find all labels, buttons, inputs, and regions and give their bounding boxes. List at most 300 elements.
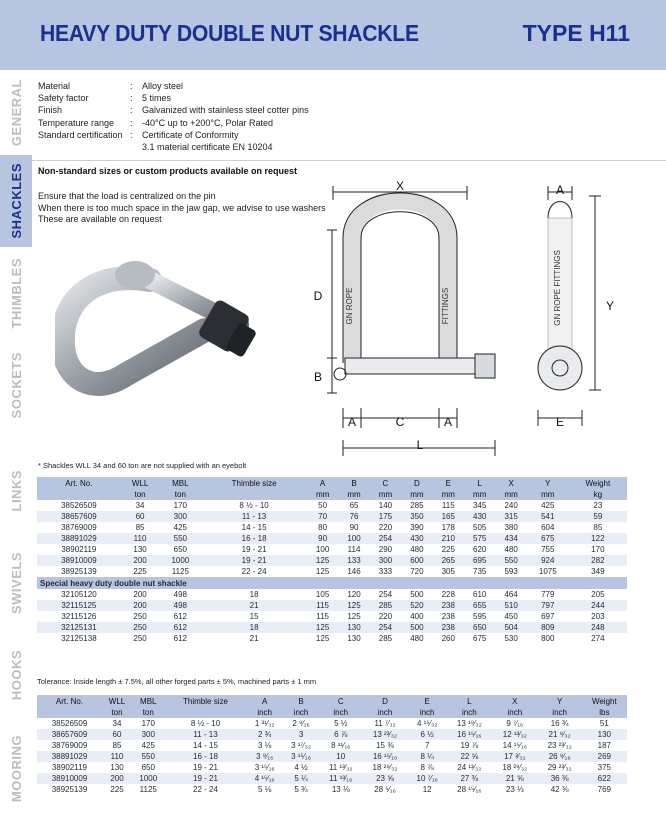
- table-cell: 600: [401, 555, 432, 566]
- table-cell: 797: [527, 600, 569, 611]
- table-cell: 85: [112, 741, 122, 750]
- note-line: When there is too much space in the jaw gap, we advise to use washers: [38, 202, 326, 213]
- table-cell: 8 ¼: [408, 751, 447, 762]
- table-cell: 19 ⅞: [460, 741, 479, 750]
- table-cell: 200: [121, 555, 160, 566]
- table-cell: 260: [441, 634, 455, 643]
- table-cell: 120: [347, 590, 361, 599]
- table-cell: 550: [159, 533, 201, 544]
- table-cell: 203: [591, 612, 605, 621]
- spec-row: Safety factor : 5 times: [38, 93, 172, 104]
- table-row: [37, 600, 627, 611]
- table-cell: 380: [504, 523, 518, 532]
- table-cell: 170: [141, 719, 155, 728]
- table-cell: 6 ½: [408, 729, 447, 740]
- table-cell: WLL: [102, 695, 132, 707]
- table-cell: ton: [121, 489, 160, 500]
- sidebar-tab-thimbles[interactable]: THIMBLES: [8, 257, 24, 329]
- table-cell: lbs: [582, 707, 627, 718]
- table-cell: 8 ½ - 10: [239, 501, 269, 510]
- table-cell: 225: [133, 567, 147, 576]
- table-cell: 15: [249, 612, 259, 621]
- table-cell: 110: [121, 533, 160, 544]
- table-cell: mm: [495, 489, 526, 500]
- table-cell: 697: [541, 612, 555, 621]
- table-cell: 425: [541, 501, 555, 510]
- dim-c-label: C: [395, 415, 405, 429]
- table-cell: D: [401, 477, 432, 489]
- table-cell: 23 ⅝: [362, 773, 408, 784]
- table-cell: 165: [433, 511, 464, 522]
- table-cell: 130: [582, 729, 627, 740]
- table-cell: 480: [504, 545, 518, 554]
- table-cell: 19 - 21: [241, 545, 267, 554]
- table-cell: 6 ⅞: [319, 729, 362, 740]
- table-cell: 595: [473, 612, 487, 621]
- table-cell: WLL: [121, 477, 160, 489]
- stamp-text: GN ROPE FITTINGS: [553, 250, 562, 326]
- table-cell: 38902119: [61, 545, 97, 554]
- table-cell: 498: [159, 600, 201, 611]
- table-cell: 125: [315, 567, 330, 576]
- table-cell: 205: [591, 590, 605, 599]
- table-cell: 21: [201, 600, 307, 611]
- table-cell: 60: [121, 511, 160, 522]
- table-cell: 480: [410, 634, 424, 643]
- table-cell: 21: [249, 634, 259, 643]
- table-cell: 51: [599, 719, 609, 728]
- table-row: [37, 555, 627, 566]
- section-title: Special heavy duty double nut shackle: [37, 577, 627, 589]
- table-cell: inch: [319, 707, 362, 718]
- product-type: TYPE H11: [522, 20, 630, 46]
- dim-a3-label: A: [555, 183, 565, 197]
- table-cell: 18: [249, 590, 259, 599]
- table-cell: 530: [504, 634, 518, 643]
- table-cell: 140: [378, 501, 393, 510]
- table-cell: 13 ²³⁄₃₂: [362, 729, 408, 740]
- table-cell: 187: [597, 741, 612, 750]
- dim-y-label: Y: [605, 299, 615, 313]
- table-cell: 133: [338, 555, 369, 566]
- table-cell: 70: [307, 511, 338, 522]
- table-cell: 5 ⅛: [257, 785, 272, 794]
- table-cell: 220: [378, 612, 393, 621]
- table-units: [37, 707, 627, 718]
- table-row: [37, 500, 627, 511]
- table-cell: 593: [504, 567, 518, 576]
- table-cell: 769: [597, 785, 612, 794]
- table-cell: 809: [527, 622, 569, 633]
- table-cell: 620: [473, 545, 487, 554]
- table-cell: 24 ¹³⁄₃₂: [457, 763, 482, 772]
- table-cell: 90: [307, 533, 338, 544]
- table-header: [37, 477, 627, 489]
- sidebar-tab-sockets[interactable]: SOCKETS: [8, 351, 24, 419]
- table-cell: 19 - 21: [165, 773, 247, 784]
- table-cell: 5 ½: [334, 719, 348, 728]
- table-cell: mm: [464, 489, 495, 500]
- table-cell: C: [370, 477, 401, 489]
- table-cell: Thimble size: [201, 477, 307, 489]
- table-cell: 504: [495, 622, 526, 633]
- table-cell: 130: [133, 545, 147, 554]
- table-cell: 333: [378, 567, 393, 576]
- table-cell: 36 ⅜: [538, 773, 582, 784]
- table-cell: 19 - 21: [201, 555, 307, 566]
- table-row: [37, 589, 627, 600]
- table-cell: 238: [433, 622, 464, 633]
- table-cell: 11 ¹³⁄₁₆: [319, 773, 362, 784]
- table-cell: 38925139: [61, 567, 97, 576]
- table-cell: 16 - 18: [165, 751, 247, 762]
- table-cell: 100: [338, 533, 369, 544]
- table-cell: 11 - 13: [165, 729, 247, 740]
- table-cell: 225: [441, 545, 455, 554]
- table-cell: 510: [495, 600, 526, 611]
- table-cell: 400: [410, 612, 424, 621]
- table-cell: 4 ½: [294, 763, 308, 772]
- table-cell: 1125: [171, 567, 189, 576]
- table-cell: Y: [527, 477, 569, 489]
- table-cell: 8 ⅞: [420, 763, 434, 772]
- table-cell: 146: [347, 567, 361, 576]
- stamp-text: FITTINGS: [441, 287, 450, 325]
- table-cell: 735: [473, 567, 487, 576]
- table-cell: B: [283, 695, 319, 707]
- table-cell: 269: [582, 751, 627, 762]
- table-cell: 80: [318, 523, 328, 532]
- table-cell: 425: [173, 523, 188, 532]
- table-cell: 21 ⁹⁄₃₂: [538, 729, 582, 740]
- table-cell: inch: [362, 707, 408, 718]
- table-cell: Y: [538, 695, 582, 707]
- table-cell: 500: [410, 590, 424, 599]
- sidebar-tab-general[interactable]: GENERAL: [8, 78, 24, 147]
- table-cell: 38769009: [61, 523, 97, 532]
- table-cell: 7: [424, 741, 430, 750]
- table-cell: 282: [569, 555, 627, 566]
- table-cell: A: [246, 695, 282, 707]
- table-cell: 238: [441, 612, 455, 621]
- table-cell: 225: [110, 785, 124, 794]
- table-cell: mm: [401, 489, 432, 500]
- table-cell: 550: [495, 555, 526, 566]
- table-section: [37, 577, 627, 589]
- table-cell: 110: [102, 751, 132, 762]
- table-cell: 115: [316, 612, 329, 621]
- table-cell: 675: [473, 634, 487, 643]
- table-cell: L: [447, 695, 493, 707]
- table-cell: 85: [593, 523, 603, 532]
- table-cell: 38657609: [37, 511, 121, 522]
- table-cell: D: [362, 695, 408, 707]
- table-cell: 178: [441, 523, 455, 532]
- table-cell: 464: [504, 590, 518, 599]
- technical-drawing: [300, 178, 640, 458]
- dim-b-label: B: [313, 370, 323, 384]
- table-cell: 200: [133, 590, 147, 599]
- table-cell: 59: [569, 511, 627, 522]
- table-cell: 520: [401, 600, 432, 611]
- table-cell: 430: [401, 533, 432, 544]
- table-cell: mm: [307, 489, 338, 500]
- table-cell: 250: [133, 634, 147, 643]
- table-cell: 210: [433, 533, 464, 544]
- table-cell: 3 ⁹⁄₁₆: [246, 751, 282, 762]
- specification-list: [38, 80, 309, 153]
- table-cell: 612: [173, 634, 188, 643]
- table-cell: 38910009: [37, 773, 102, 784]
- table-cell: 23 ²³⁄₃₂: [547, 741, 572, 750]
- table-cell: 42 ⅜: [550, 785, 569, 794]
- table-cell: mm: [370, 489, 401, 500]
- table-cell: 19 - 21: [193, 763, 218, 772]
- table-cell: 604: [541, 523, 555, 532]
- table-cell: 50: [318, 501, 328, 510]
- table-cell: ton: [102, 707, 132, 718]
- table-cell: 28 ⁵⁄₁₆: [374, 785, 396, 794]
- table-cell: 375: [597, 763, 612, 772]
- table-cell: 425: [141, 741, 155, 750]
- table-cell: kg: [569, 489, 627, 500]
- table-cell: X: [492, 695, 538, 707]
- table-cell: 5 ¾: [294, 785, 308, 794]
- table-cell: 175: [370, 511, 401, 522]
- table-cell: mm: [527, 489, 569, 500]
- table-header: [37, 695, 627, 707]
- shackle-photo: [55, 245, 280, 405]
- table-cell: 2 ¾: [246, 729, 282, 740]
- table-cell: 9 ⁷⁄₁₆: [506, 719, 524, 728]
- table-cell: 5 ¼: [283, 773, 319, 784]
- table-cell: 114: [347, 545, 361, 554]
- footnote: * Shackles WLL 34 and 60 ton are not supplied with an eyebolt: [38, 461, 247, 470]
- table-cell: 13 ¹⁹⁄₃₂: [456, 719, 482, 728]
- table-cell: 38526509: [51, 719, 88, 728]
- dim-e-label: E: [555, 415, 565, 429]
- note-line: These are available on request: [38, 214, 162, 224]
- table-cell: 130: [110, 763, 124, 772]
- table-cell: 26 ⁹⁄₁₆: [538, 751, 582, 762]
- table-row: [37, 533, 627, 544]
- table-cell: 720: [410, 567, 424, 576]
- table-cell: 11 ⁷⁄₃₂: [374, 719, 396, 728]
- table-cell: 90: [349, 523, 359, 532]
- table-cell: 655: [464, 600, 495, 611]
- table-cell: 16 ¹⁵⁄₁₆: [447, 729, 493, 740]
- table-row: [37, 762, 627, 773]
- stamp-text: GN ROPE: [345, 287, 354, 325]
- table-cell: 240: [504, 501, 518, 510]
- table-cell: 1000: [159, 555, 201, 566]
- spec-row: Standard certification : Certificate of Conformity: [38, 129, 239, 140]
- table-cell: 32115125: [37, 600, 121, 611]
- table-cell: 125: [315, 634, 330, 643]
- table-cell: 3 ¹⁵⁄₁₆: [254, 763, 275, 772]
- table-cell: 350: [401, 511, 432, 522]
- table-row: [37, 611, 627, 622]
- table-row: [37, 522, 627, 533]
- table-cell: Art. No.: [37, 477, 121, 489]
- table-cell: 1125: [139, 785, 157, 794]
- table-cell: 575: [464, 533, 495, 544]
- table-cell: 115: [307, 600, 338, 611]
- table-cell: 17 ³⁄₃₂: [492, 751, 538, 762]
- table-cell: 779: [541, 590, 555, 599]
- spec-row: Material : Alloy steel: [38, 81, 184, 91]
- table-cell: 480: [410, 545, 424, 554]
- table-cell: 200: [121, 600, 160, 611]
- table-cell: 32115126: [61, 612, 97, 621]
- table-cell: MBL: [132, 695, 164, 707]
- table-cell: 85: [135, 523, 145, 532]
- table-cell: 305: [441, 567, 455, 576]
- table-cell: L: [464, 477, 495, 489]
- table-cell: 14 - 15: [193, 741, 218, 750]
- sidebar-tab-links[interactable]: LINKS: [8, 470, 24, 512]
- table-cell: 505: [473, 523, 487, 532]
- table-cell: 105: [315, 590, 330, 599]
- table-cell: 76: [338, 511, 369, 522]
- table-cell: E: [408, 695, 447, 707]
- table-cell: C: [319, 695, 362, 707]
- table-cell: 12 ¹³⁄₃₂: [492, 729, 538, 740]
- table-cell: 21 ⅝: [492, 773, 538, 784]
- table-cell: 23 ⅓: [505, 785, 524, 794]
- table-cell: 122: [569, 533, 627, 544]
- table-cell: [37, 707, 102, 718]
- table-cell: 125: [338, 600, 369, 611]
- table-cell: 100: [315, 545, 330, 554]
- table-cell: mm: [433, 489, 464, 500]
- table-cell: [165, 707, 247, 718]
- sidebar-tab-hooks[interactable]: HOOKS: [8, 649, 24, 701]
- dim-d-label: D: [313, 289, 323, 303]
- table-cell: 125: [307, 622, 338, 633]
- table-cell: 16 - 18: [201, 533, 307, 544]
- table-cell: 290: [378, 545, 393, 554]
- table-cell: 125: [347, 612, 361, 621]
- sidebar-tab-swivels[interactable]: SWIVELS: [8, 551, 24, 614]
- table-cell: 12: [422, 785, 432, 794]
- table-cell: Weight: [569, 477, 627, 489]
- table-cell: 14 - 15: [241, 523, 267, 532]
- sidebar-tab-shackles[interactable]: SHACKLES: [0, 155, 32, 247]
- usage-notes: [38, 191, 326, 226]
- table-cell: 254: [370, 533, 401, 544]
- table-cell: 4 ¹⁵⁄₁₆: [246, 773, 282, 784]
- table-cell: inch: [492, 707, 538, 718]
- table-cell: 650: [141, 763, 155, 772]
- page-header: [0, 0, 666, 70]
- table-cell: mm: [338, 489, 369, 500]
- table-cell: 285: [378, 634, 393, 643]
- table-cell: 250: [133, 612, 147, 621]
- table-cell: 430: [464, 511, 495, 522]
- table-cell: [37, 489, 121, 500]
- table-cell: 34: [135, 501, 145, 510]
- table-cell: 345: [473, 501, 487, 510]
- table-cell: MBL: [159, 477, 201, 489]
- table-cell: 300: [159, 511, 201, 522]
- table-cell: B: [338, 477, 369, 489]
- dim-a-label: A: [347, 415, 357, 429]
- table-cell: 34: [112, 719, 122, 728]
- table-cell: 38891029: [37, 533, 121, 544]
- table-cell: 38657609: [37, 729, 102, 740]
- dim-a2-label: A: [443, 415, 453, 429]
- table-cell: inch: [246, 707, 282, 718]
- table-row: [37, 773, 627, 784]
- tolerance-note: Tolerance: Inside length ± 7.5%, all other forged parts ± 5%, machined parts ± 1 mm: [37, 677, 317, 686]
- table-cell: 10 ⁷⁄₁₆: [408, 773, 447, 784]
- note-line: Ensure that the load is centralized on the pin: [38, 191, 216, 201]
- table-cell: 27 ⅜: [447, 773, 493, 784]
- table-row: [37, 566, 627, 577]
- table-cell: 29 ²³⁄₃₂: [547, 763, 572, 772]
- page-title: HEAVY DUTY DOUBLE NUT SHACKLE: [40, 20, 419, 46]
- table-cell: 498: [173, 590, 188, 599]
- table-cell: 254: [378, 590, 393, 599]
- table-cell: 3 ⅛: [257, 741, 272, 750]
- sidebar-tab-mooring[interactable]: MOORING: [8, 734, 24, 803]
- table-cell: 200: [102, 773, 132, 784]
- table-cell: 1 ³¹⁄₃₂: [254, 719, 275, 728]
- table-cell: X: [495, 477, 526, 489]
- table-cell: 115: [441, 501, 455, 510]
- table-cell: [201, 489, 307, 500]
- table-cell: 755: [541, 545, 555, 554]
- table-cell: 3 ¹⁵⁄₁₆: [283, 751, 319, 762]
- table-cell: 38891029: [37, 751, 102, 762]
- table-cell: 15 ⅜: [376, 741, 394, 750]
- table-cell: A: [307, 477, 338, 489]
- table-cell: 434: [495, 533, 526, 544]
- table-cell: 38910009: [37, 555, 121, 566]
- table-cell: 500: [401, 622, 432, 633]
- table-cell: 695: [464, 555, 495, 566]
- table-cell: 60: [102, 729, 132, 740]
- table-cell: 541: [527, 511, 569, 522]
- table-cell: 612: [159, 622, 201, 633]
- imperial-spec-table: [37, 695, 627, 795]
- table-units: [37, 489, 627, 500]
- table-cell: 65: [349, 501, 359, 510]
- table-cell: 248: [569, 622, 627, 633]
- table-cell: 1000: [132, 773, 164, 784]
- table-cell: 610: [473, 590, 487, 599]
- table-cell: 450: [504, 612, 518, 621]
- table-cell: 22 ⅝: [447, 751, 493, 762]
- table-cell: 650: [173, 545, 188, 554]
- table-cell: 13 ⅛: [331, 785, 350, 794]
- table-row: [37, 633, 627, 644]
- table-cell: 3: [283, 729, 319, 740]
- dim-l-label: L: [416, 438, 424, 452]
- table-cell: 3 ¹⁷⁄₃₂: [291, 741, 311, 750]
- table-cell: 16 ¾: [550, 719, 569, 728]
- table-cell: 300: [370, 555, 401, 566]
- table-row: [37, 729, 627, 740]
- table-cell: 8 ¹¹⁄₁₆: [331, 741, 351, 750]
- table-cell: 254: [370, 622, 401, 633]
- table-cell: 22 - 24: [193, 785, 218, 794]
- table-cell: 390: [410, 523, 424, 532]
- table-cell: 622: [582, 773, 627, 784]
- table-cell: 1075: [538, 567, 557, 576]
- spec-row: 3.1 material certificate EN 10204: [142, 142, 273, 153]
